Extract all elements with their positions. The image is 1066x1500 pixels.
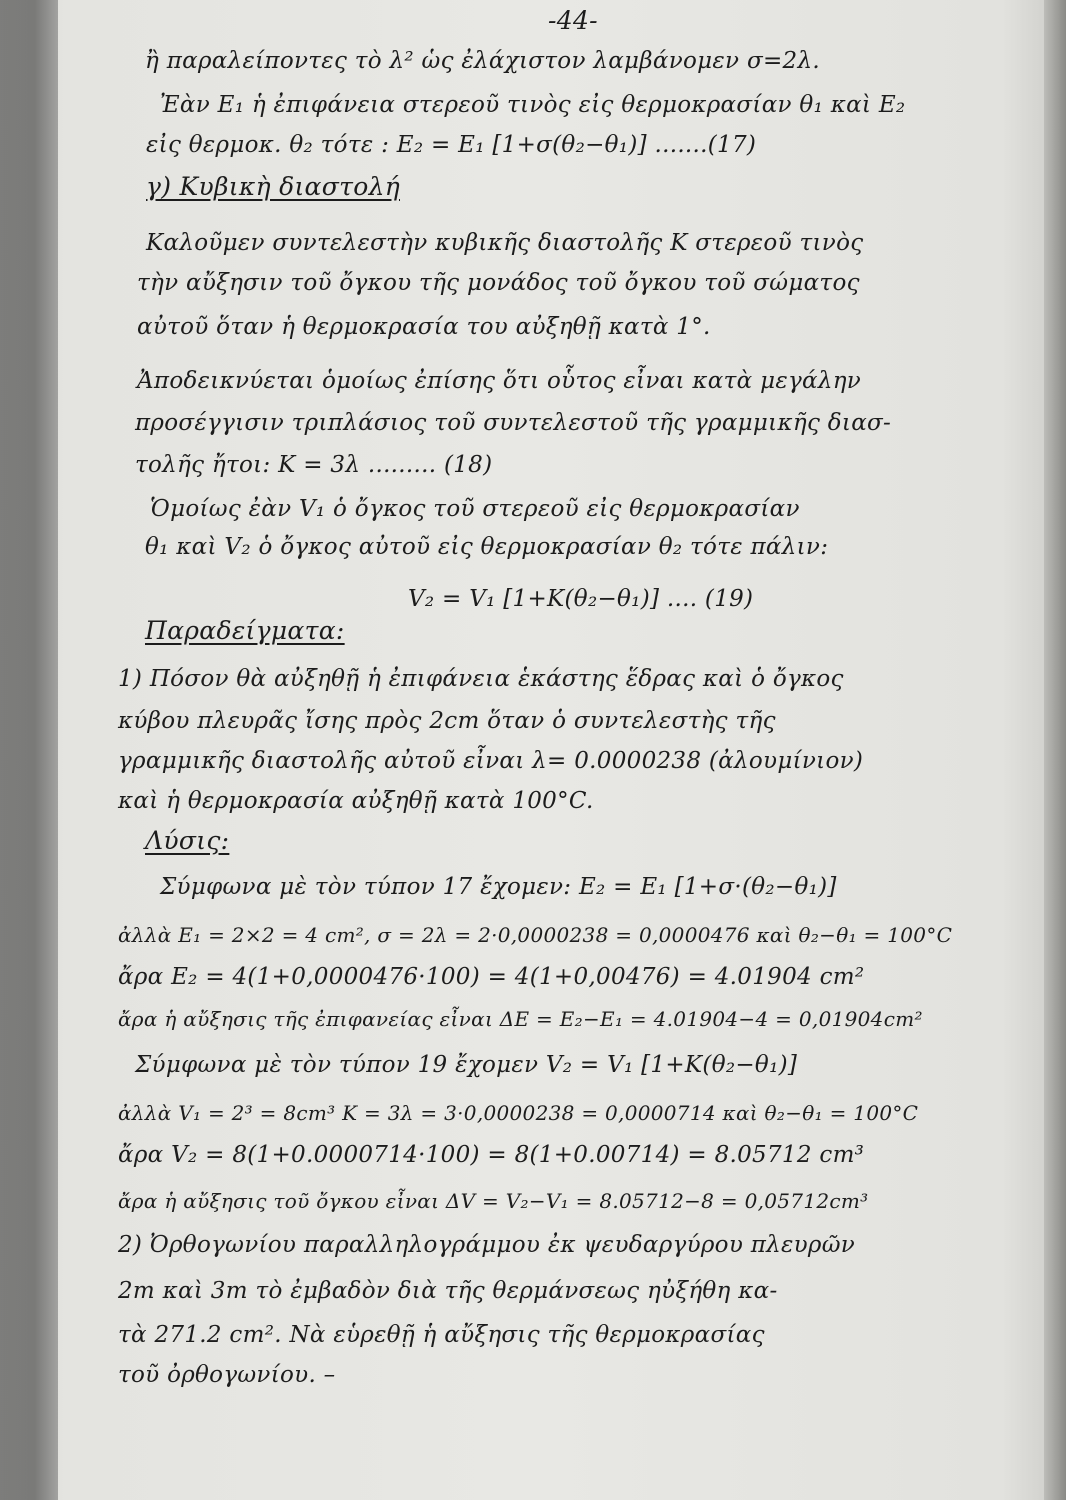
text-line: 2m καὶ 3m τὸ ἐμβαδὸν διὰ τῆς θερμάνσεως ηὐξήθη κα- [118, 1278, 778, 1304]
formula-18: τολῆς ἤτοι: K = 3λ ......... (18) [135, 452, 493, 478]
text-line: καὶ ἡ θερμοκρασία αὐξηθῇ κατὰ 100°C. [118, 788, 594, 814]
text-line: Ὁμοίως ἐὰν V₁ ὁ ὄγκος τοῦ στερεοῦ εἰς θερμοκρασίαν [150, 496, 800, 522]
text-line: ἀλλὰ V₁ = 2³ = 8cm³ K = 3λ = 3·0,0000238 = 0,0000714 καὶ θ₂−θ₁ = 100°C [118, 1101, 919, 1125]
text-line: τὴν αὔξησιν τοῦ ὄγκου τῆς μονάδος τοῦ ὄγκου τοῦ σώματος [137, 270, 860, 296]
text-line: τοῦ ὀρθογωνίου. – [118, 1362, 336, 1388]
text-line: θ₁ καὶ V₂ ὁ ὄγκος αὐτοῦ εἰς θερμοκρασίαν θ₂ τότε πάλιν: [145, 534, 829, 560]
solution-heading: Λύσις: [145, 826, 230, 855]
text-line: ἀλλὰ E₁ = 2×2 = 4 cm², σ = 2λ = 2·0,0000238 = 0,0000476 καὶ θ₂−θ₁ = 100°C [118, 923, 953, 947]
page-edge [1044, 0, 1066, 1500]
text-line: ἢ παραλείποντες τὸ λ² ὡς ἐλάχιστον λαμβάνομεν σ=2λ. [145, 48, 820, 74]
text-line: τὰ 271.2 cm². Νὰ εὑρεθῇ ἡ αὔξησις τῆς θερμοκρασίας [118, 1322, 765, 1348]
text-line: 1) Πόσον θὰ αὐξηθῇ ἡ ἐπιφάνεια ἑκάστης ἕδρας καὶ ὁ ὄγκος [118, 666, 844, 692]
text-line: Σύμφωνα μὲ τὸν τύπον 19 ἔχομεν V₂ = V₁ [1+K(θ₂−θ₁)] [135, 1052, 798, 1078]
text-line: Καλοῦμεν συντελεστὴν κυβικῆς διαστολῆς K στερεοῦ τινὸς [146, 230, 864, 256]
text-line: κύβου πλευρᾶς ἴσης πρὸς 2cm ὅταν ὁ συντελεστὴς τῆς [118, 708, 776, 734]
text-line: 2) Ὀρθογωνίου παραλληλογράμμου ἐκ ψευδαργύρου πλευρῶν [118, 1232, 856, 1258]
binding-shadow [0, 0, 58, 1500]
page-number: -44- [548, 6, 598, 35]
text-line: ἄρα ἡ αὔξησις τῆς ἐπιφανείας εἶναι ΔE = E₂−E₁ = 4.01904−4 = 0,01904cm² [118, 1007, 923, 1031]
formula-19: V₂ = V₁ [1+K(θ₂−θ₁)] .... (19) [408, 586, 754, 612]
text-line: αὐτοῦ ὅταν ἡ θερμοκρασία του αὐξηθῇ κατὰ 1°. [137, 314, 711, 340]
text-line: Σύμφωνα μὲ τὸν τύπον 17 ἔχομεν: E₂ = E₁ [1+σ·(θ₂−θ₁)] [160, 874, 837, 900]
text-line: ἄρα E₂ = 4(1+0,0000476·100) = 4(1+0,00476) = 4.01904 cm² [118, 964, 865, 990]
text-line: εἰς θερμοκ. θ₂ τότε : E₂ = E₁ [1+σ(θ₂−θ₁)] .......(17) [146, 132, 757, 158]
text-line: ἄρα ἡ αὔξησις τοῦ ὄγκου εἶναι ΔV = V₂−V₁ = 8.05712−8 = 0,05712cm³ [118, 1189, 869, 1213]
text-line: ἄρα V₂ = 8(1+0.0000714·100) = 8(1+0.00714) = 8.05712 cm³ [118, 1142, 865, 1168]
text-line: Ἀποδεικνύεται ὁμοίως ἐπίσης ὅτι οὗτος εἶναι κατὰ μεγάλην [137, 368, 862, 394]
text-line: γραμμικῆς διαστολῆς αὐτοῦ εἶναι λ= 0.0000238 (ἀλουμίνιον) [118, 748, 864, 774]
text-line: Ἐὰν E₁ ἡ ἐπιφάνεια στερεοῦ τινὸς εἰς θερμοκρασίαν θ₁ καὶ E₂ [160, 92, 906, 118]
text-line: προσέγγισιν τριπλάσιος τοῦ συντελεστοῦ τῆς γραμμικῆς διασ- [135, 410, 892, 436]
examples-heading: Παραδείγματα: [145, 616, 345, 645]
section-heading: γ) Κυβικὴ διαστολή [146, 172, 400, 201]
